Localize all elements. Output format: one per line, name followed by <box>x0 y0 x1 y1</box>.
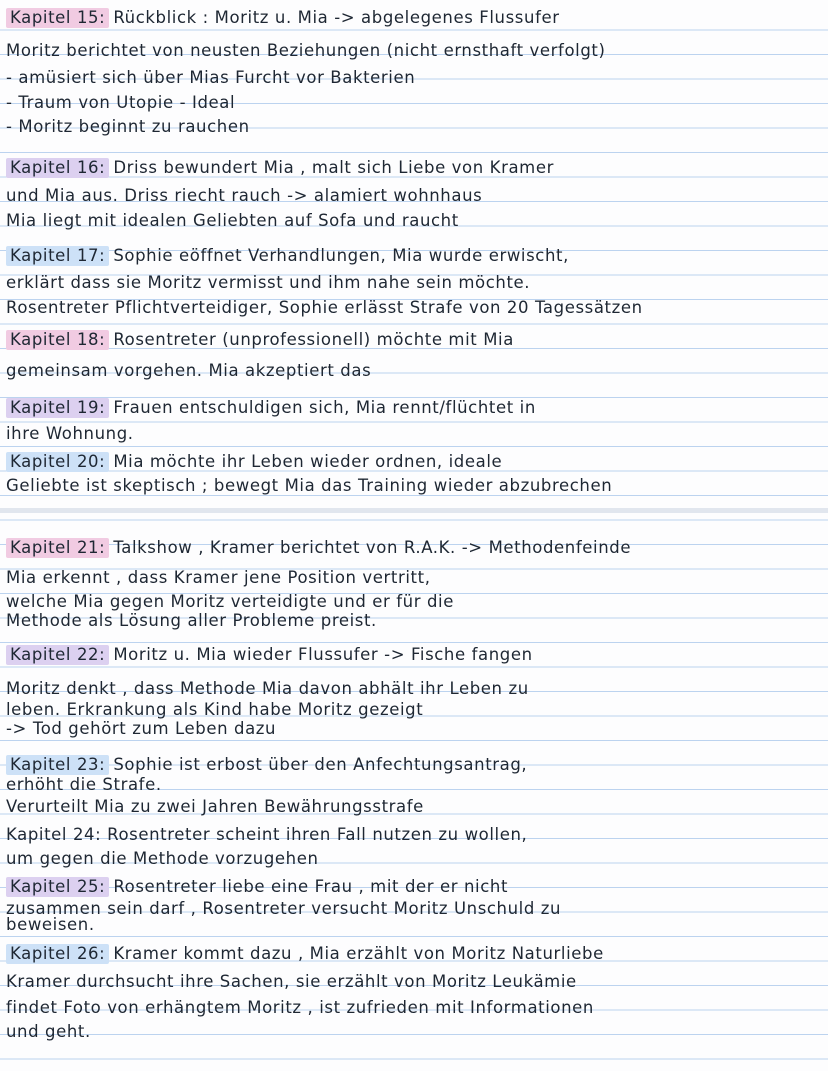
note-line <box>6 719 824 739</box>
note-text: Sophie ist erbost über den Anfechtungsantrag, <box>113 755 528 774</box>
note-line <box>6 424 824 444</box>
note-text: - amüsiert sich über Mias Furcht vor Bakterien <box>6 68 416 87</box>
note-text: Frauen entschuldigen sich, Mia rennt/flüchtet in <box>113 398 536 417</box>
section-divider <box>0 508 828 513</box>
note-line <box>6 755 824 775</box>
note-text: und Mia aus. Driss riecht rauch -> alamiert wohnhaus <box>6 186 483 205</box>
note-text: - Traum von Utopie - Ideal <box>6 93 236 112</box>
note-line <box>6 211 824 231</box>
note-text: Mia möchte ihr Leben wieder ordnen, ideale <box>113 452 503 471</box>
chapter-heading: Kapitel 17: <box>6 246 109 266</box>
note-line <box>6 972 824 992</box>
note-line <box>6 877 824 897</box>
note-line <box>6 915 824 935</box>
note-line <box>6 1022 824 1042</box>
note-text: erklärt dass sie Moritz vermisst und ihm nahe sein möchte. <box>6 273 531 292</box>
note-text: Moritz denkt , dass Methode Mia davon abhält ihr Leben zu <box>6 679 529 698</box>
note-line <box>6 679 824 699</box>
note-line <box>6 117 824 137</box>
chapter-heading: Kapitel 15: <box>6 8 109 28</box>
note-text: Methode als Lösung aller Probleme preist. <box>6 611 377 630</box>
chapter-heading: Kapitel 16: <box>6 158 109 178</box>
note-text: gemeinsam vorgehen. Mia akzeptiert das <box>6 361 372 380</box>
note-line <box>6 186 824 206</box>
note-text: Kramer durchsucht ihre Sachen, sie erzählt von Moritz Leukämie <box>6 972 577 991</box>
note-line <box>6 398 824 418</box>
note-text: beweisen. <box>6 915 95 934</box>
note-line <box>6 568 824 588</box>
note-text: Geliebte ist skeptisch ; bewegt Mia das Training wieder abzubrechen <box>6 476 613 495</box>
note-line <box>6 158 824 178</box>
note-text: findet Foto von erhängtem Moritz , ist zufrieden mit Informationen <box>6 998 594 1017</box>
note-line <box>6 246 824 266</box>
note-text: Kapitel 24: Rosentreter scheint ihren Fall nutzen zu wollen, <box>6 825 528 844</box>
note-text: Rosentreter (unprofessionell) möchte mit Mia <box>113 330 514 349</box>
chapter-heading: Kapitel 26: <box>6 944 109 964</box>
note-line <box>6 330 824 350</box>
note-line <box>6 797 824 817</box>
note-line <box>6 944 824 964</box>
note-line <box>6 273 824 293</box>
note-text: leben. Erkrankung als Kind habe Moritz gezeigt <box>6 700 424 719</box>
chapter-heading: Kapitel 21: <box>6 538 109 558</box>
note-line <box>6 825 824 845</box>
note-text: zusammen sein darf , Rosentreter versucht Moritz Unschuld zu <box>6 899 562 918</box>
chapter-heading: Kapitel 18: <box>6 330 109 350</box>
note-text: Rückblick : Moritz u. Mia -> abgelegenes Flussufer <box>113 8 560 27</box>
note-text: Verurteilt Mia zu zwei Jahren Bewährungsstrafe <box>6 797 424 816</box>
note-line <box>6 93 824 113</box>
note-text: ihre Wohnung. <box>6 424 134 443</box>
note-line <box>6 8 824 28</box>
note-line <box>6 68 824 88</box>
note-line <box>6 361 824 381</box>
note-line <box>6 41 824 61</box>
note-line <box>6 998 824 1018</box>
note-line <box>6 298 824 318</box>
note-line <box>6 476 824 496</box>
chapter-heading: Kapitel 20: <box>6 452 109 472</box>
chapter-heading: Kapitel 23: <box>6 755 109 775</box>
note-text: Kramer kommt dazu , Mia erzählt von Moritz Naturliebe <box>113 944 604 963</box>
note-text: Rosentreter Pflichtverteidiger, Sophie erlässt Strafe von 20 Tagessätzen <box>6 298 643 317</box>
note-line <box>6 592 824 612</box>
note-text: Talkshow , Kramer berichtet von R.A.K. -> Methodenfeinde <box>113 538 632 557</box>
note-text: - Moritz beginnt zu rauchen <box>6 117 250 136</box>
note-text: Moritz berichtet von neusten Beziehungen (nicht ernsthaft verfolgt) <box>6 41 606 60</box>
chapter-heading: Kapitel 19: <box>6 398 109 418</box>
note-text: und geht. <box>6 1022 91 1041</box>
note-line <box>6 700 824 720</box>
note-text: welche Mia gegen Moritz verteidigte und er für die <box>6 592 454 611</box>
note-text: Rosentreter liebe eine Frau , mit der er nicht <box>113 877 509 896</box>
note-text: um gegen die Methode vorzugehen <box>6 849 319 868</box>
note-text: Moritz u. Mia wieder Flussufer -> Fische fangen <box>113 645 533 664</box>
note-text: Driss bewundert Mia , malt sich Liebe von Kramer <box>113 158 554 177</box>
note-line <box>6 775 824 795</box>
note-text: Mia erkennt , dass Kramer jene Position vertritt, <box>6 568 431 587</box>
note-line <box>6 849 824 869</box>
chapter-heading: Kapitel 22: <box>6 645 109 665</box>
note-text: erhöht die Strafe. <box>6 775 162 794</box>
note-text: -> Tod gehört zum Leben dazu <box>6 719 277 738</box>
chapter-heading: Kapitel 25: <box>6 877 109 897</box>
note-line <box>6 538 824 558</box>
note-text: Mia liegt mit idealen Geliebten auf Sofa und raucht <box>6 211 459 230</box>
note-text: Sophie eöffnet Verhandlungen, Mia wurde erwischt, <box>113 246 569 265</box>
note-line <box>6 452 824 472</box>
note-line <box>6 645 824 665</box>
note-line <box>6 611 824 631</box>
